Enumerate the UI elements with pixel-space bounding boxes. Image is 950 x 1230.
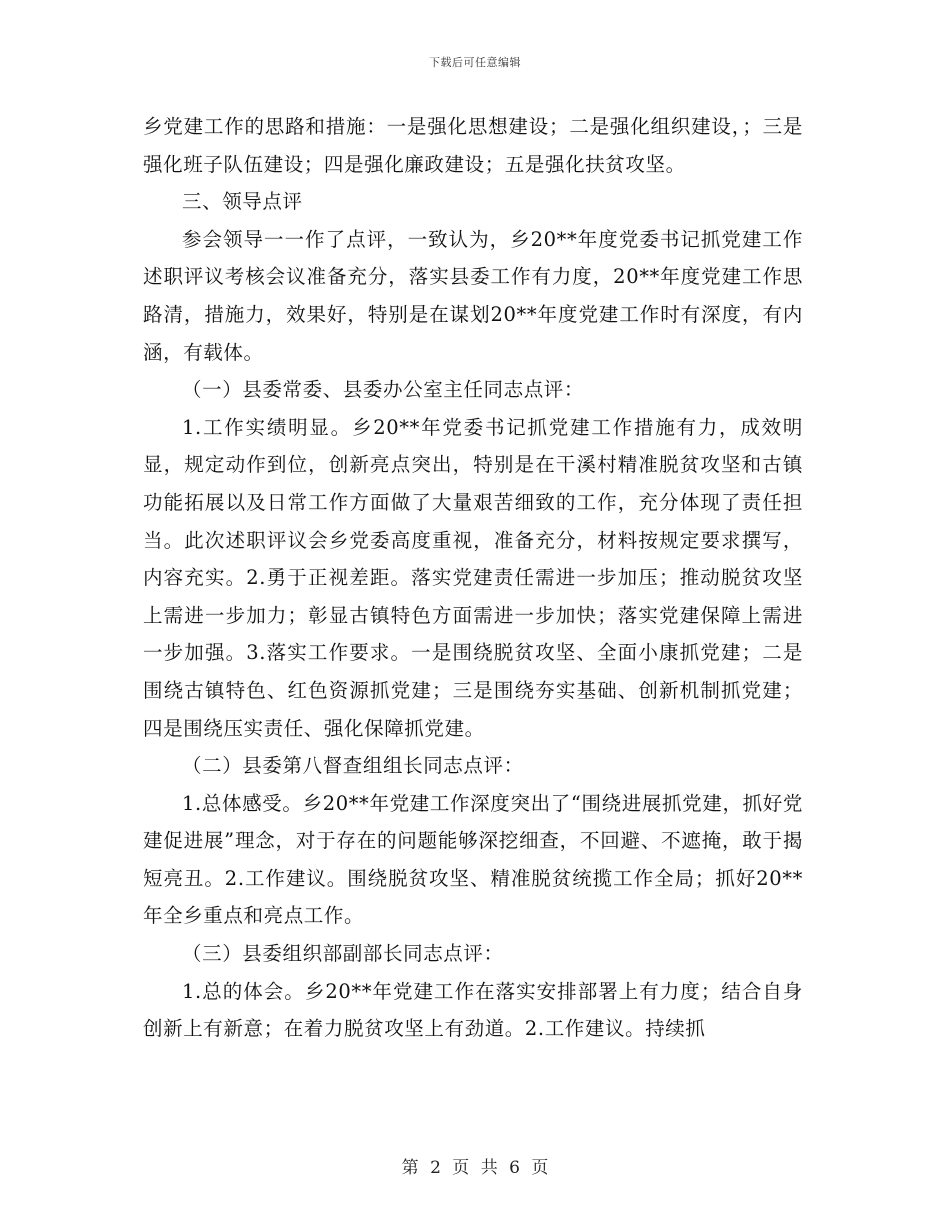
paragraph-comment-3: 1.总的体会。乡20**年党建工作在落实安排部署上有力度；结合自身创新上有新意；在着力脱贫攻坚上有劲道。2.工作建议。持续抓 (143, 979, 803, 1041)
paragraph-comment-1: 1.工作实绩明显。乡20**年党委书记抓党建工作措施有力，成效明显，规定动作到位，创新亮点突出，特别是在干溪村精准脱贫攻坚和古镇功能拓展以及日常工作方面做了大量艰苦细致的工作，充分体现了责任担当。此次述职评议会乡党委高度重视，准备充分，材料按规定要求撰写，内容充实。2.勇于正视差距。落实党建责任需进一步加压；推动脱贫攻坚上需进一步加力；彰显古镇特色方面需进一步加快；落实党建保障上需进一步加强。3.落实工作要求。一是围绕脱贫攻坚、全面小康抓党建；二是围绕古镇特色、红色资源抓党建；三是围绕夯实基础、创新机制抓党建；四是围绕压实责任、强化保障抓党建。 (143, 415, 803, 740)
document-body (143, 108, 803, 1048)
footer-total-word: 共 (480, 1158, 498, 1178)
page-header-note: 下载后可任意编辑 (429, 56, 521, 69)
subheading-comment-1: （一）县委常委、县委办公室主任同志点评： (182, 378, 585, 402)
subheading-comment-3: （三）县委组织部副部长同志点评： (182, 942, 504, 966)
paragraph-continuation: 乡党建工作的思路和措施：一是强化思想建设；二是强化组织建设，；三是强化班子队伍建设；四是强化廉政建设；五是强化扶贫攻坚。 (143, 115, 803, 176)
footer-total-pages: 6 (509, 1158, 520, 1178)
paragraph-comment-2: 1.总体感受。乡20**年党建工作深度突出了“围绕进展抓党建，抓好党建促进展”理念，对于存在的问题能够深挖细查，不回避、不遮掩，敢于揭短亮丑。2.工作建议。围绕脱贫攻坚、精准脱贫统揽工作全局；抓好20**年全乡重点和亮点工作。 (143, 791, 803, 928)
footer-page-word: 页 (452, 1158, 470, 1178)
paragraph-summary: 参会领导一一作了点评，一致认为，乡20**年度党委书记抓党建工作述职评议考核会议准备充分，落实县委工作有力度，20**年度党建工作思路清，措施力，效果好，特别是在谋划20**年度党建工作时有深度，有内涵，有载体。 (143, 227, 803, 364)
footer-current-page: 2 (430, 1158, 441, 1178)
page-footer (0, 1153, 950, 1178)
section-heading-leader-comments: 三、领导点评 (182, 190, 303, 214)
footer-suffix: 页 (531, 1158, 549, 1178)
subheading-comment-2: （二）县委第八督查组组长同志点评： (182, 754, 524, 778)
footer-prefix: 第 (401, 1158, 419, 1178)
